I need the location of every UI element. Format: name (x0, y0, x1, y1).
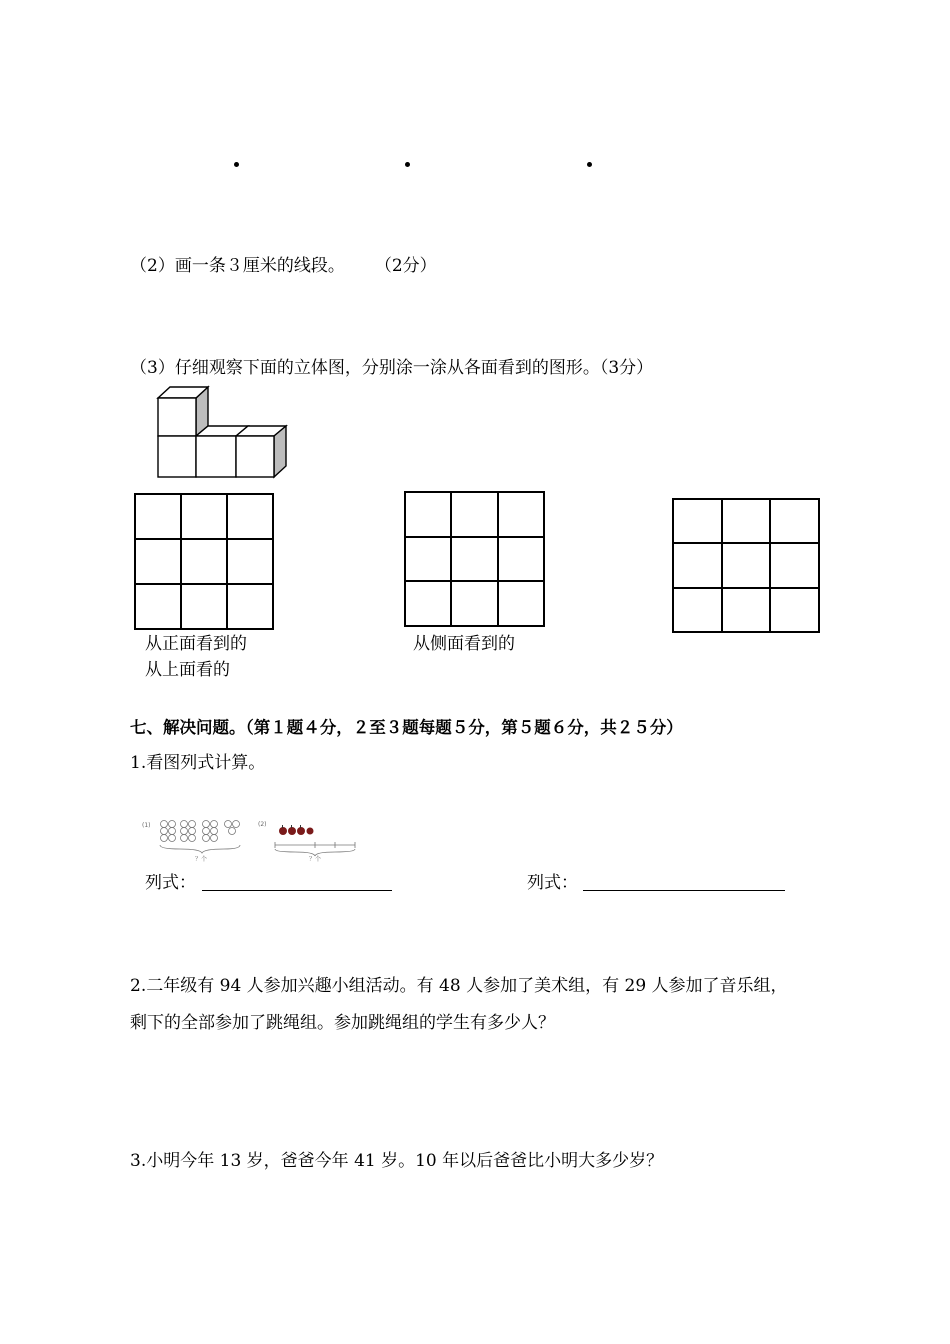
q7-1-title: 1.看图列式计算。 (130, 753, 266, 773)
point-3 (587, 162, 592, 167)
formula-label-1: 列式： (145, 873, 196, 893)
circle-groups (160, 821, 240, 854)
apple-icons (279, 825, 314, 835)
label-top-view: 从上面看的 (145, 660, 230, 680)
svg-text:？个: ？个 (195, 856, 208, 863)
svg-text:(2): (2) (258, 821, 267, 828)
cube-solid-figure (150, 385, 295, 480)
point-1 (234, 162, 239, 167)
q7-2-line-1: 2.二年级有 94 人参加兴趣小组活动。有 48 人参加了美术组，有 29 人参加了音乐组， (130, 976, 788, 996)
q7-2-line-2: 剩下的全部参加了跳绳组。参加跳绳组的学生有多少人？ (130, 1013, 555, 1033)
label-front-view: 从正面看到的 (145, 634, 247, 654)
point-2 (405, 162, 410, 167)
q3-instruction: （3）仔细观察下面的立体图，分别涂一涂从各面看到的图形。（3分） (130, 358, 654, 378)
grid-front-view[interactable] (134, 493, 274, 630)
grid-top-view[interactable] (672, 498, 820, 633)
svg-text:？个: ？个 (309, 856, 322, 863)
formula-answer-line-1[interactable] (202, 890, 392, 891)
formula-answer-line-2[interactable] (583, 890, 785, 891)
grid-side-view[interactable] (404, 491, 545, 627)
svg-text:(1): (1) (142, 822, 151, 829)
q2-instruction: （2）画一条３厘米的线段。 （2分） (130, 256, 437, 276)
q7-3-text: 3.小明今年 13 岁，爸爸今年 41 岁。10 年以后爸爸比小明大多少岁？ (130, 1151, 664, 1171)
formula-label-2: 列式： (527, 873, 578, 893)
section-7-heading: 七、解决问题。（第１题４分，２至３题每题５分，第５题６分，共２５分） (130, 718, 683, 737)
label-side-view: 从侧面看到的 (413, 634, 515, 654)
counting-figure (140, 814, 365, 864)
